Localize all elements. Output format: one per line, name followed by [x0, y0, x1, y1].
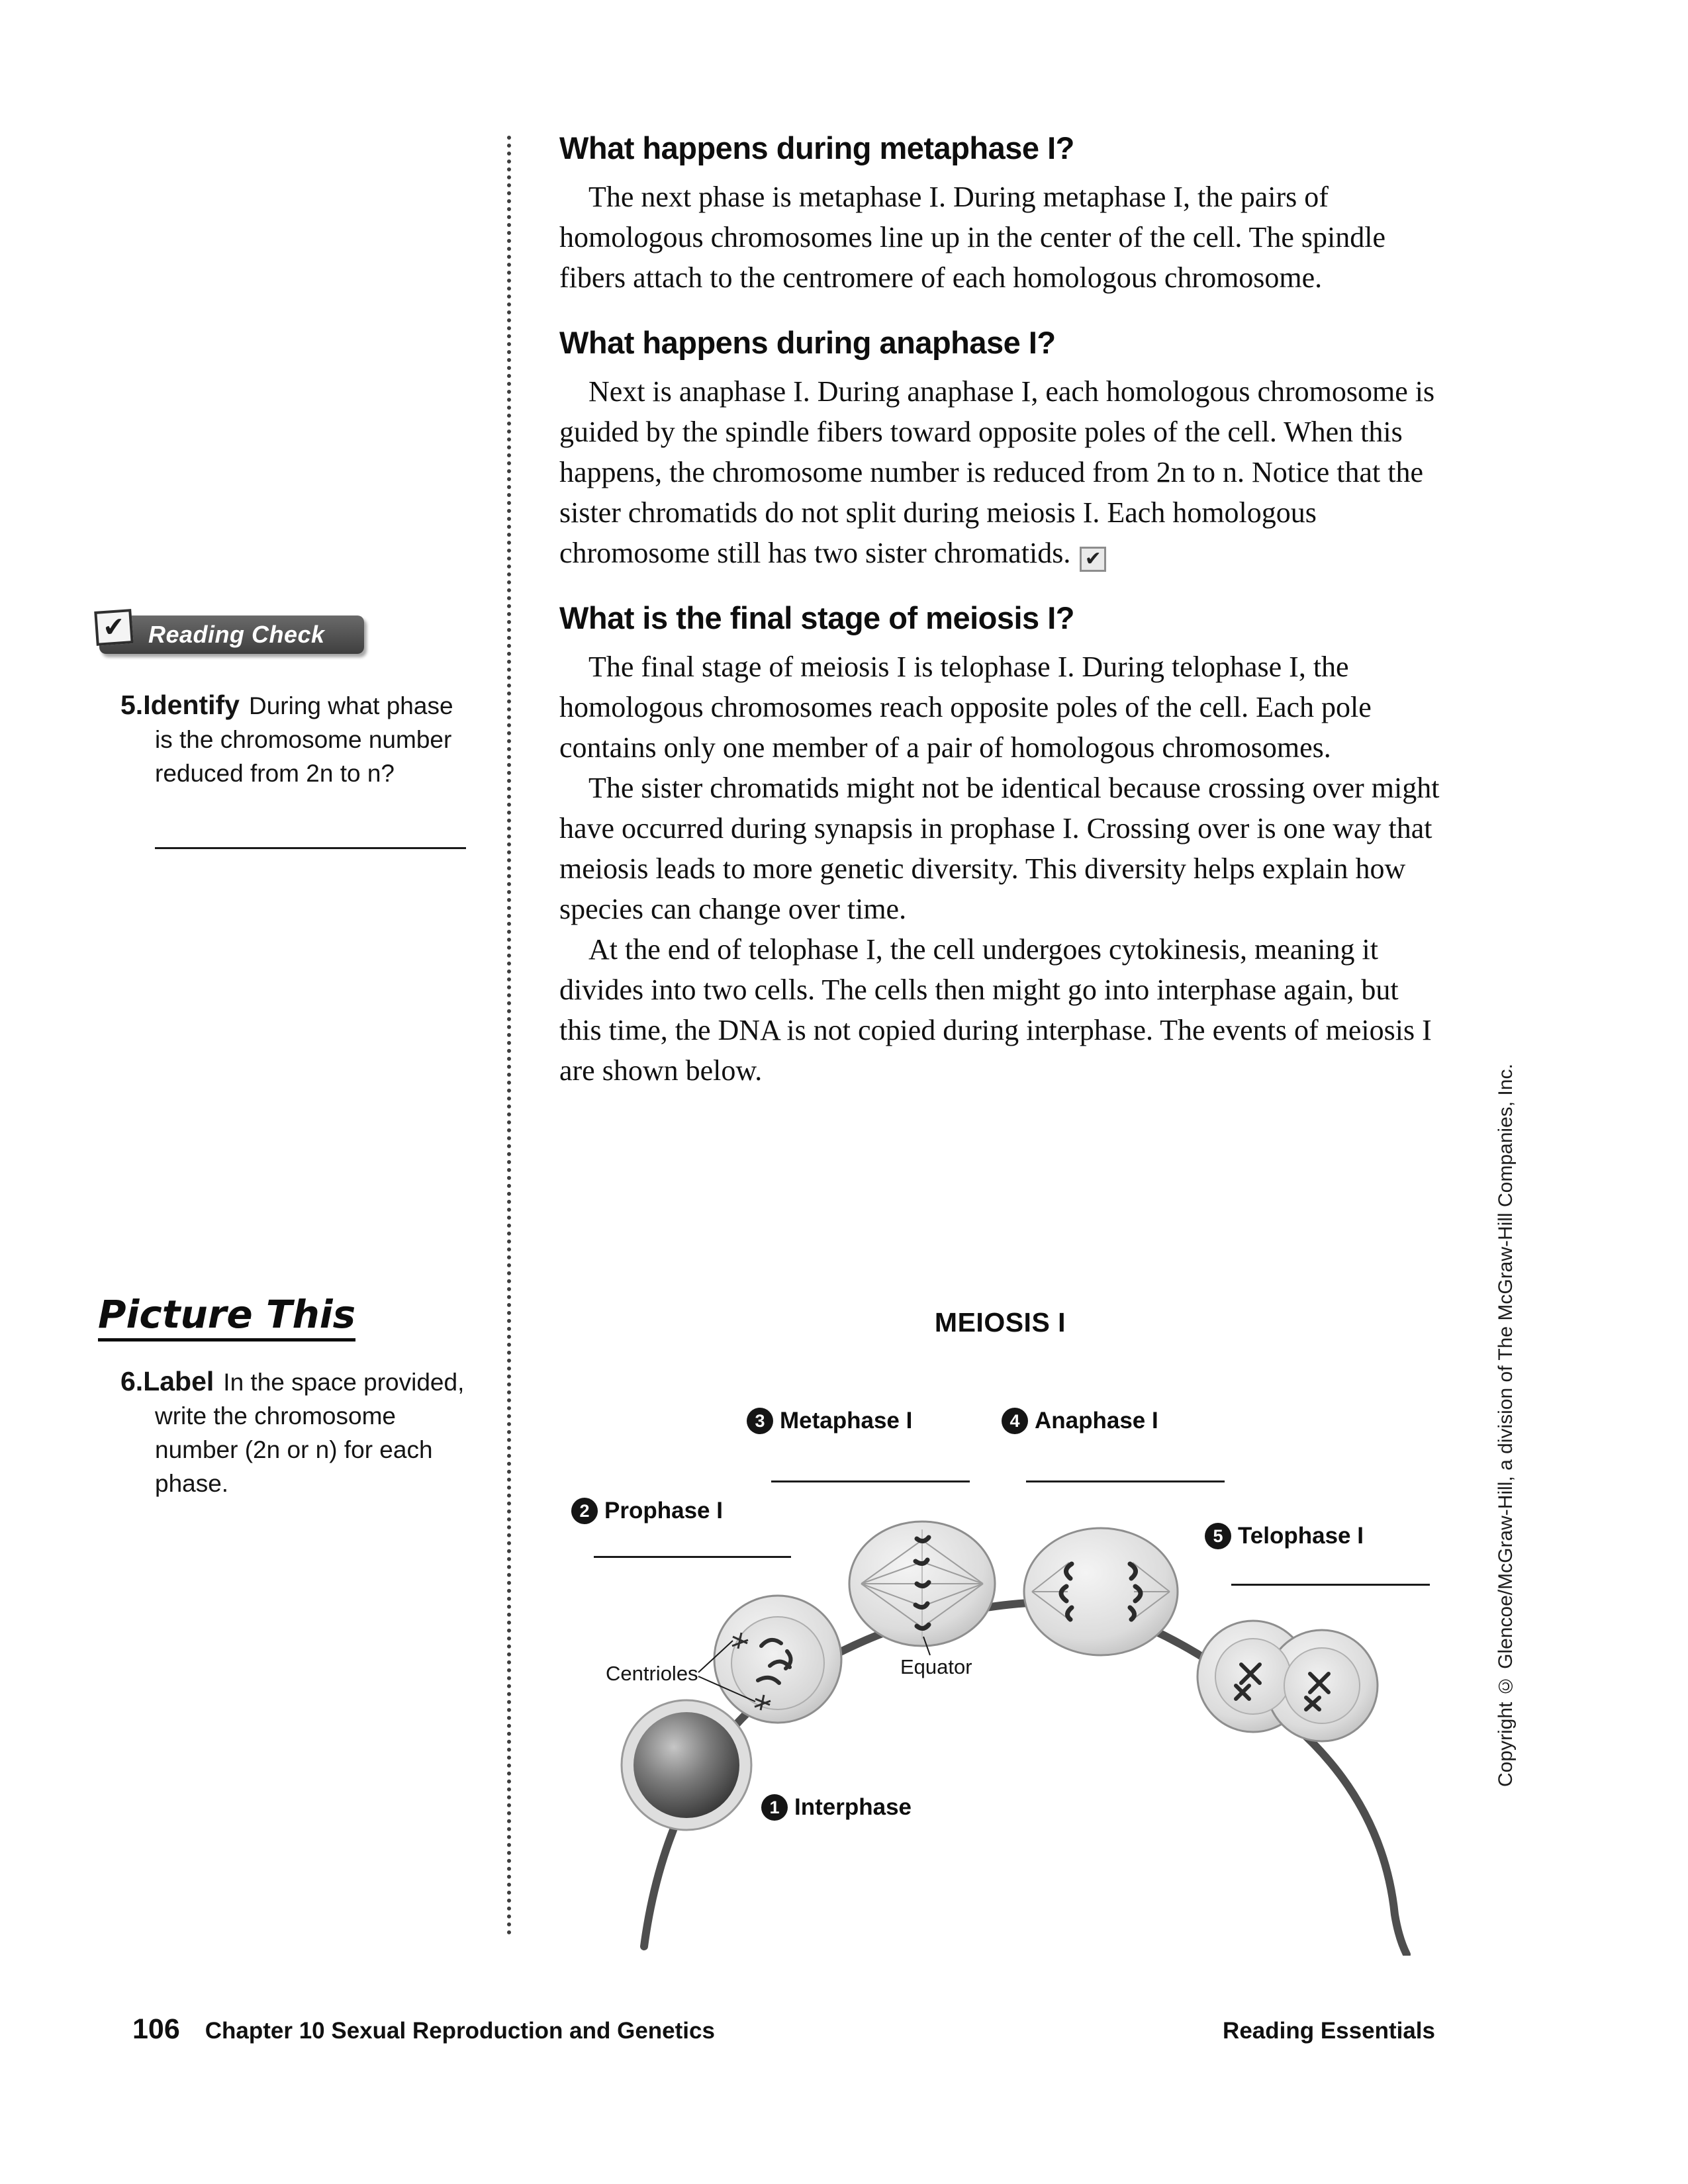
question-6-number: 6. [120, 1366, 144, 1396]
section-paragraph: At the end of telophase I, the cell undergoes cytokinesis, meaning it divides into two cells. The cells then might go into interphase again, but this time, the DNA is not copied during interphase. The events of meiosis I are shown below. [559, 933, 1432, 1087]
question-5-verb: Identify [143, 690, 240, 720]
label-anaphase [1002, 1408, 1158, 1434]
question-6 [120, 1365, 470, 1500]
question-5 [120, 688, 470, 849]
section-paragraph: The next phase is metaphase I. During metaphase I, the pairs of homologous chromosomes line up in the center of the cell. The spindle fibers attach to the centromere of each homologous chromosome. [559, 181, 1386, 294]
prophase-cell-art [714, 1596, 841, 1723]
label-metaphase [747, 1408, 912, 1434]
section-heading: What happens during metaphase I? [559, 130, 1074, 165]
column-divider [507, 136, 511, 1936]
section-anaphase [559, 324, 1441, 573]
centrioles-label: Centrioles [606, 1662, 698, 1685]
telophase-number-badge: 5 [1205, 1523, 1231, 1549]
answer-line-anaphase[interactable] [1026, 1480, 1225, 1482]
meiosis-diagram [559, 1373, 1486, 1956]
label-interphase [761, 1794, 912, 1821]
question-5-number: 5. [120, 690, 144, 720]
diagram-title: MEIOSIS I [934, 1307, 1066, 1338]
anaphase-label-text: Anaphase I [1035, 1408, 1158, 1433]
page-number: 106 [132, 2013, 180, 2045]
reading-check-label: Reading Check [148, 621, 325, 648]
answer-line-prophase[interactable] [594, 1556, 791, 1558]
reading-check-icon: ✔ [94, 609, 133, 646]
anaphase-number-badge: 4 [1002, 1408, 1028, 1434]
page-footer [132, 2013, 1435, 2046]
anaphase-cell-art [1024, 1528, 1178, 1655]
section-metaphase [559, 130, 1441, 298]
label-telophase [1205, 1523, 1364, 1549]
section-paragraph [559, 371, 1441, 573]
metaphase-number-badge: 3 [747, 1408, 773, 1434]
paragraph-text: Next is anaphase I. During anaphase I, each homologous chromosome is guided by the spindle fibers toward opposite poles of the cell. When this happens, the chromosome number is reduced from 2n to n. Notice that the sister chromatids do not split during meiosis I. Each homologous chromosome still has two sister chromatids. [559, 375, 1435, 569]
prophase-number-badge: 2 [571, 1498, 598, 1524]
answer-line-metaphase[interactable] [771, 1480, 970, 1482]
telophase-cells-art [1197, 1621, 1378, 1741]
interphase-number-badge: 1 [761, 1794, 788, 1821]
interphase-cell-art [622, 1700, 751, 1830]
picture-this-heading: Picture This [98, 1292, 355, 1342]
question-6-text: In the space provided, write the chromosome number (2n or n) for each phase. [155, 1369, 465, 1497]
telophase-label-text: Telophase I [1238, 1523, 1364, 1549]
question-6-verb: Label [143, 1366, 214, 1396]
interphase-label-text: Interphase [794, 1794, 912, 1820]
answer-line-q5[interactable] [155, 847, 466, 849]
section-paragraph: The final stage of meiosis I is telophase I. During telophase I, the homologous chromosomes reach opposite poles of the cell. Each pole contains only one member of a pair of homologous chromosomes. [559, 651, 1372, 764]
section-heading: What happens during anaphase I? [559, 325, 1056, 360]
reading-check-badge [99, 611, 364, 654]
reading-check-ref-icon: ✔ [1080, 547, 1106, 572]
meiosis-diagram-art [559, 1373, 1486, 1956]
answer-line-telophase[interactable] [1231, 1584, 1430, 1586]
label-prophase [571, 1498, 723, 1524]
question-5-text: During what phase is the chromosome number reduced from 2n to n? [155, 692, 453, 787]
section-paragraph: The sister chromatids might not be identical because crossing over might have occurred during synapsis in prophase I. Crossing over is one way that meiosis leads to more genetic diversity. This diversity helps explain how species can change over time. [559, 772, 1440, 925]
main-text-column [559, 130, 1441, 1091]
copyright-notice: Copyright © Glencoe/McGraw-Hill, a division of The McGraw-Hill Companies, Inc. [1495, 1064, 1517, 1787]
prophase-label-text: Prophase I [604, 1498, 723, 1524]
footer-book-title: Reading Essentials [1223, 2018, 1435, 2044]
equator-label: Equator [900, 1655, 972, 1678]
metaphase-cell-art [849, 1522, 995, 1646]
footer-chapter-title: Chapter 10 Sexual Reproduction and Genetics [205, 2018, 715, 2044]
section-heading: What is the final stage of meiosis I? [559, 600, 1075, 635]
section-telophase [559, 600, 1441, 1091]
metaphase-label-text: Metaphase I [780, 1408, 913, 1433]
